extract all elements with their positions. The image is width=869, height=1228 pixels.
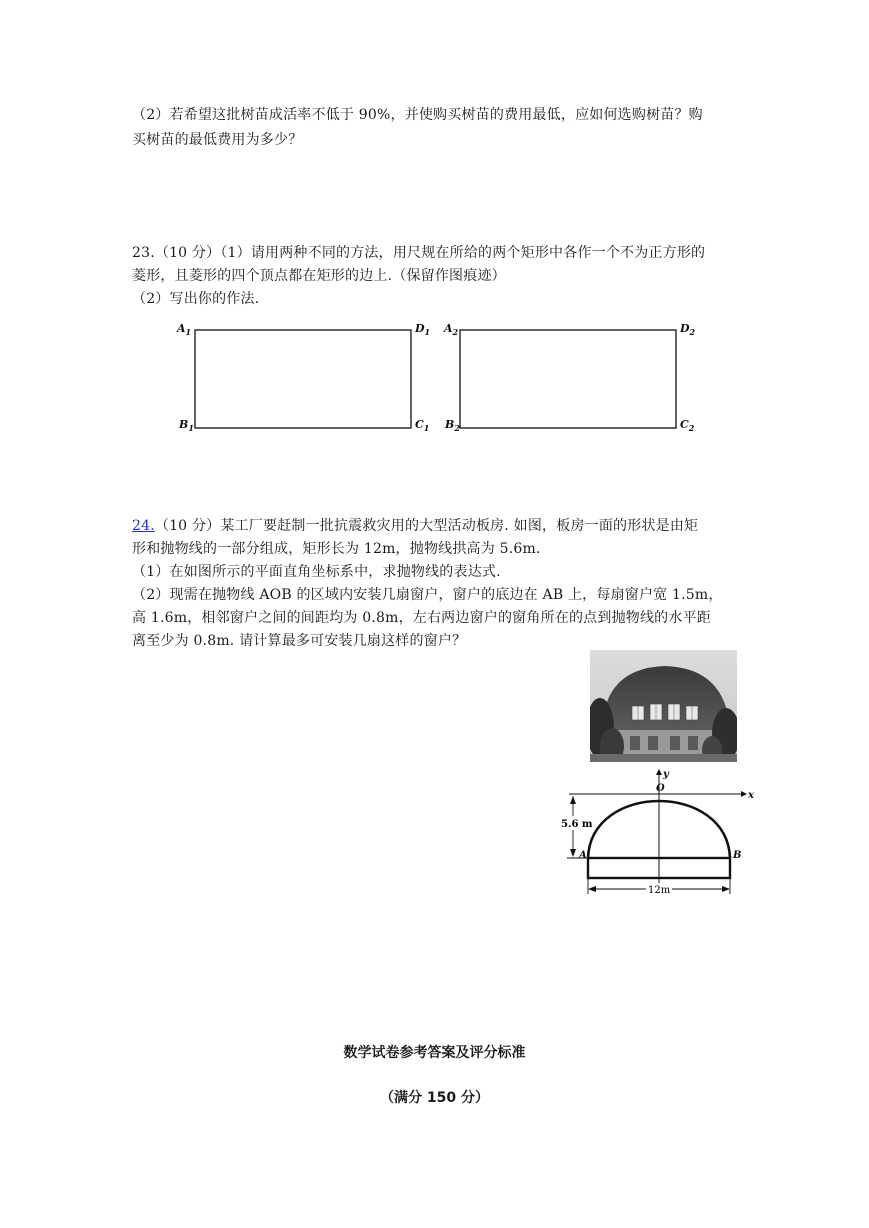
- label-c1: $C_1$: [415, 418, 430, 433]
- q23-line-1: 23.（10 分）（1）请用两种不同的方法，用尺规在所给的两个矩形中各作一个不为正方形的: [132, 245, 706, 261]
- q23-line-3: （2）写出你的作法.: [132, 291, 260, 307]
- width-label: 12m: [648, 885, 671, 896]
- rectangle-figure-1: [175, 320, 435, 440]
- label-b2: $B_2$: [445, 418, 460, 433]
- y-axis-arrow: [656, 769, 662, 775]
- q24-line-3: （1）在如图所示的平面直角坐标系中，求抛物线的表达式.: [132, 564, 501, 580]
- label-d1: $D_1$: [415, 322, 431, 337]
- label-b1: $B_1$: [179, 418, 194, 433]
- q24-line-2: 形和抛物线的一部分组成，矩形长为 12m，抛物线拱高为 5.6m.: [132, 541, 541, 557]
- point-a-label: A: [579, 850, 587, 861]
- label-a1: $A_1$: [177, 322, 192, 337]
- rectangle-1: [195, 330, 411, 428]
- label-d2: $D_2$: [680, 322, 696, 337]
- q22-line-1: （2）若希望这批树苗成活率不低于 90%，并使购买树苗的费用最低，应如何选购树苗？购: [132, 107, 703, 123]
- answers-subtitle: （满分 150 分）: [380, 1090, 489, 1106]
- x-axis-label: x: [748, 790, 754, 801]
- q24-line-1: 24.（10 分）某工厂要赶制一批抗震救灾用的大型活动板房. 如图，板房一面的形状是由矩: [132, 518, 699, 534]
- q24-line-5: 高 1.6m，相邻窗户之间的间距均为 0.8m，左右两边窗户的窗角所在的点到抛物线的水平距: [132, 610, 711, 626]
- y-axis-label: y: [663, 769, 669, 780]
- dome-building-photo: [590, 650, 737, 762]
- label-c2: $C_2$: [680, 418, 695, 433]
- rectangle-figure-2: [442, 320, 702, 440]
- q23-line-2: 菱形，且菱形的四个顶点都在矩形的边上.（保留作图痕迹）: [132, 268, 506, 284]
- q24-line-6: 离至少为 0.8m. 请计算最多可安装几扇这样的窗户？: [132, 633, 467, 649]
- q22-line-2: 买树苗的最低费用为多少？: [132, 132, 303, 148]
- height-label: 5.6 m: [561, 819, 593, 830]
- label-a2: $A_2$: [444, 322, 459, 337]
- parabola-diagram: [555, 766, 760, 896]
- x-axis-arrow: [741, 791, 747, 797]
- q24-line-4: （2）现需在抛物线 AOB 的区域内安装几扇窗户，窗户的底边在 AB 上，每扇窗户宽 1.5m，: [132, 587, 723, 603]
- point-b-label: B: [733, 850, 742, 861]
- origin-label: O: [656, 783, 665, 794]
- rectangle-2: [460, 330, 676, 428]
- answers-title: 数学试卷参考答案及评分标准: [343, 1045, 526, 1061]
- q24-number-link[interactable]: 24.: [132, 518, 155, 534]
